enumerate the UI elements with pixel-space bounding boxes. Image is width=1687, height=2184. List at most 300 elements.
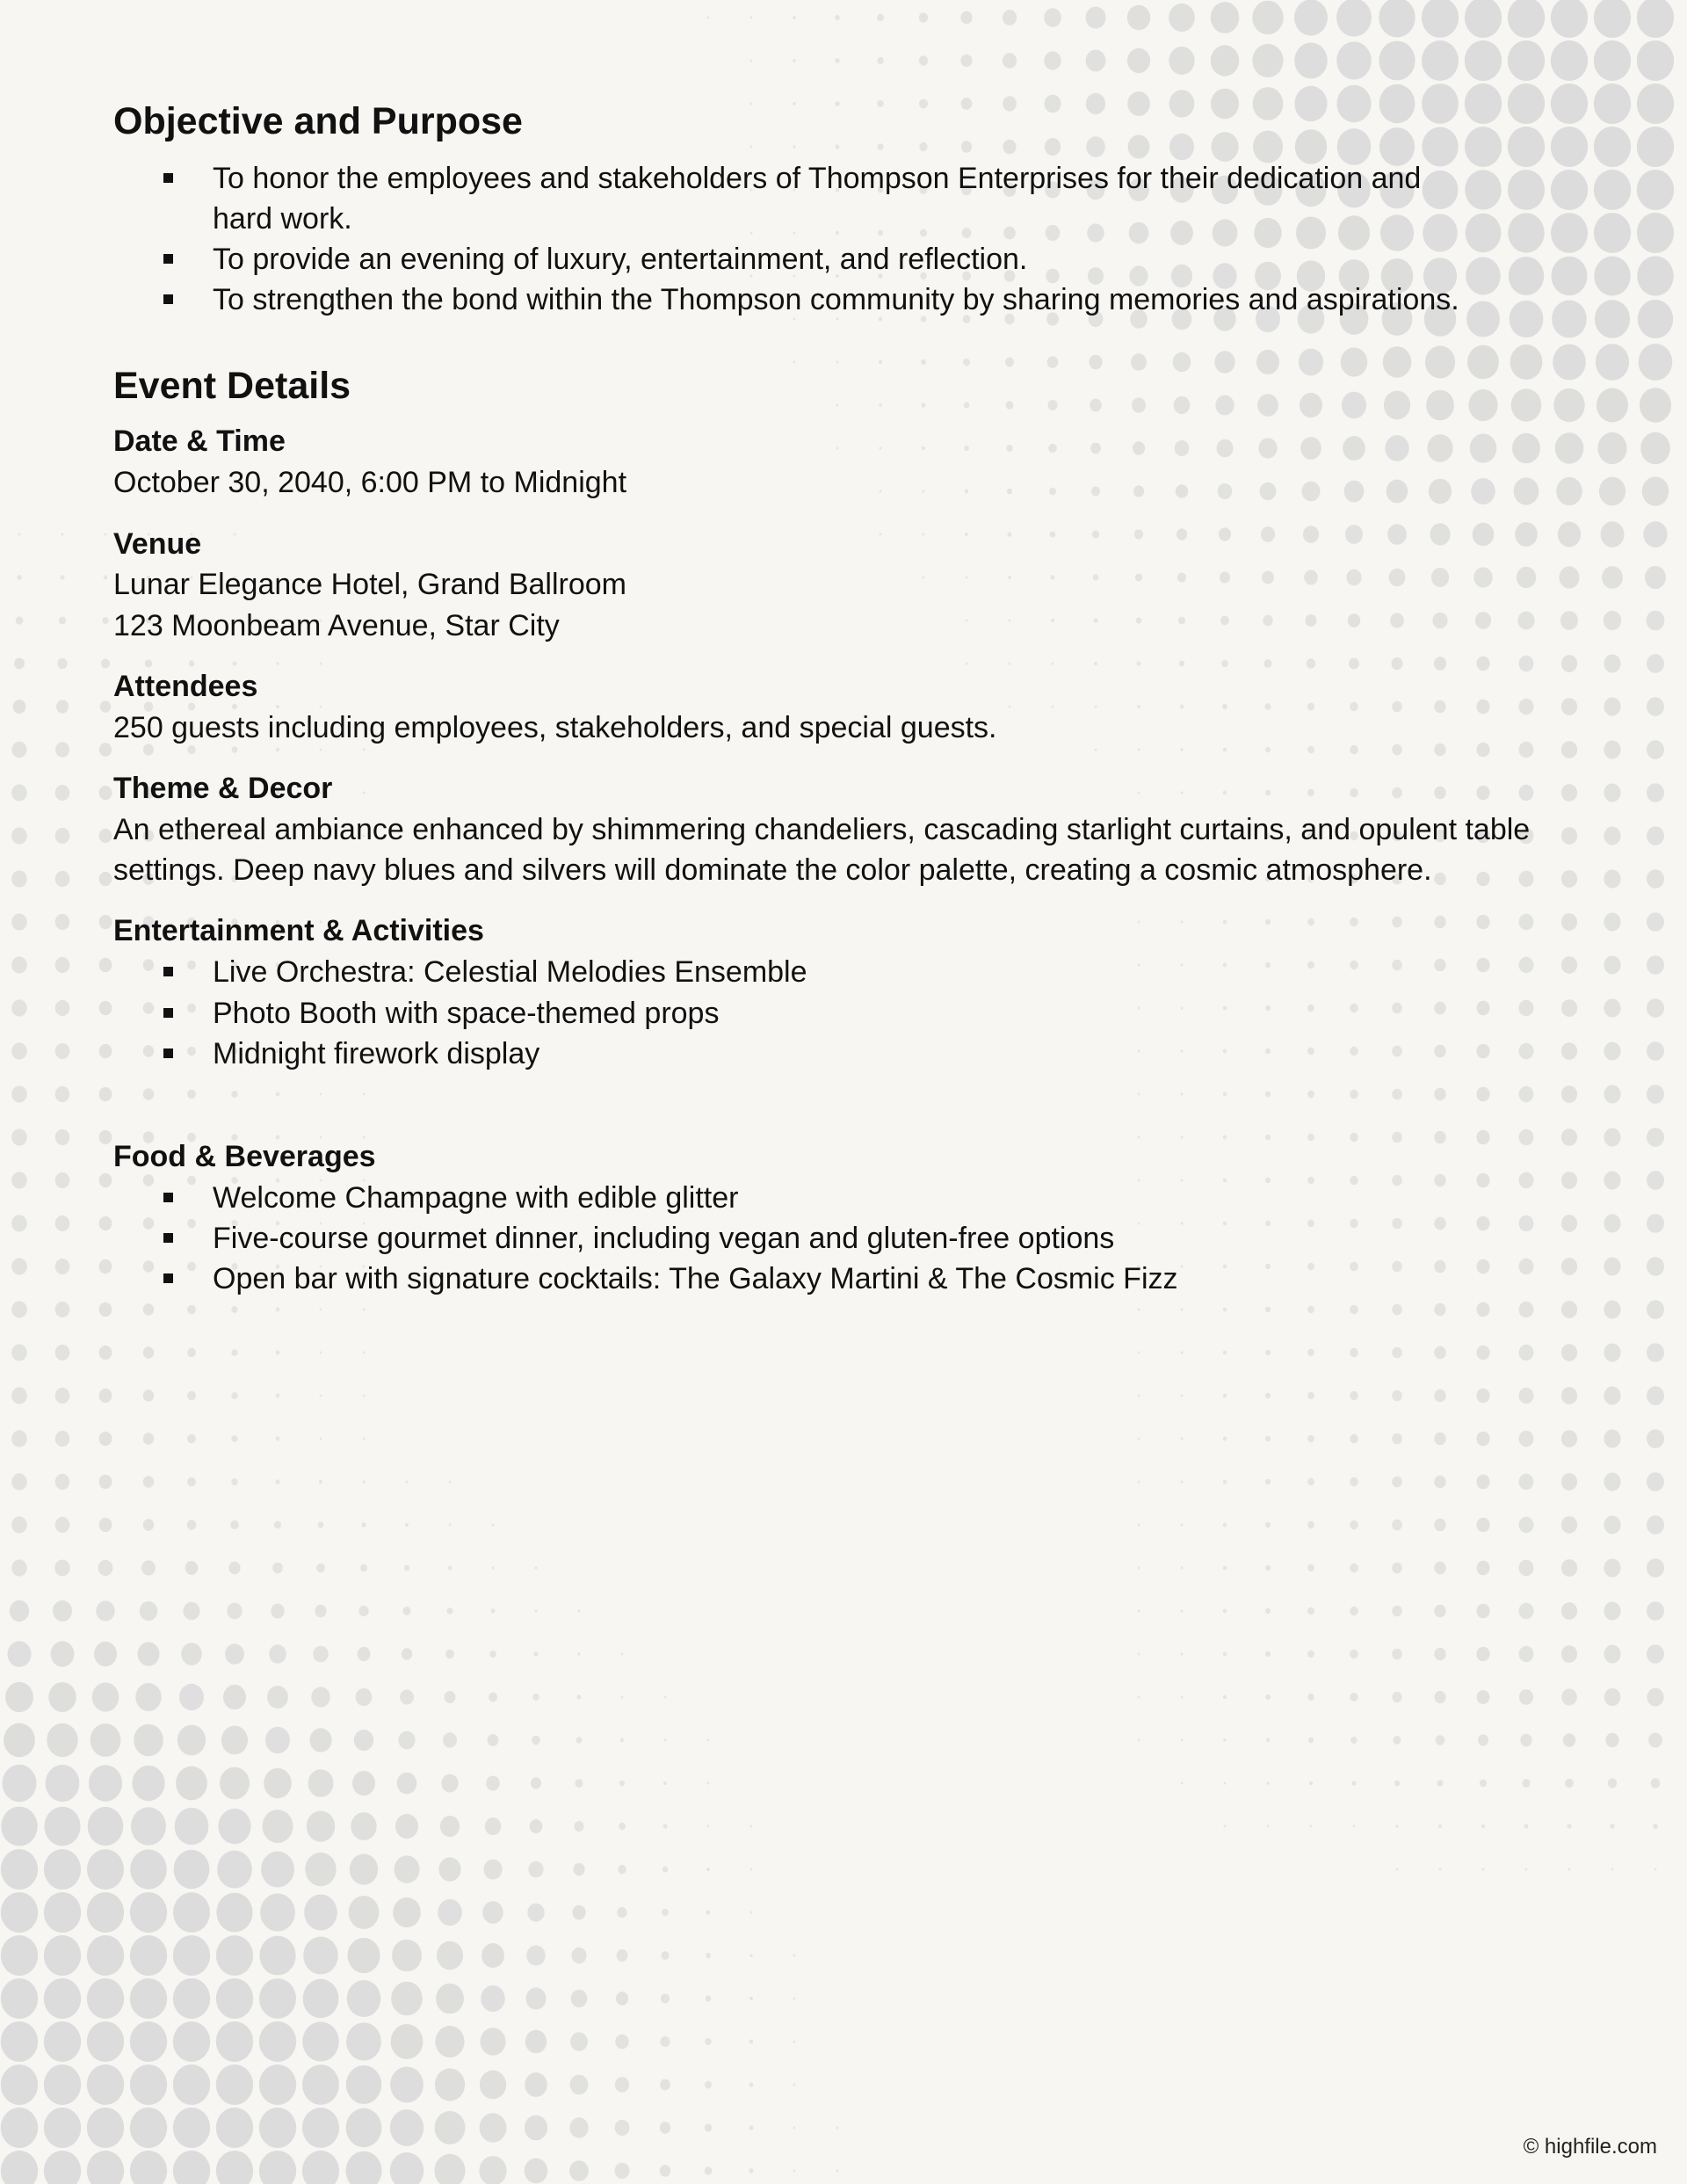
- halftone-dot: [4, 1723, 35, 1758]
- halftone-dot: [1351, 1781, 1356, 1786]
- halftone-dot: [621, 1653, 624, 1656]
- venue-block: [113, 525, 1537, 646]
- theme-block: [113, 769, 1537, 890]
- date-time-block: [113, 422, 1537, 503]
- halftone-dot: [271, 1604, 284, 1619]
- halftone-dot: [1556, 477, 1582, 505]
- halftone-dot: [1309, 1781, 1313, 1785]
- halftone-dot: [1604, 1430, 1620, 1448]
- halftone-dot: [302, 2064, 339, 2105]
- halftone-dot: [1602, 566, 1623, 589]
- halftone-dot: [1434, 1303, 1445, 1317]
- halftone-dot: [1223, 1738, 1226, 1742]
- halftone-dot: [259, 1978, 296, 2019]
- halftone-dot: [1561, 1688, 1577, 1705]
- halftone-dot: [749, 2082, 754, 2086]
- halftone-dot: [91, 1723, 121, 1757]
- halftone-dot: [705, 2081, 712, 2089]
- halftone-dot: [1561, 784, 1577, 802]
- halftone-dot: [1003, 10, 1017, 25]
- halftone-dot: [11, 870, 27, 887]
- halftone-dot: [1596, 388, 1628, 423]
- halftone-dot: [92, 1682, 119, 1711]
- halftone-dot: [55, 914, 70, 930]
- halftone-dot: [793, 16, 796, 19]
- halftone-dot: [1552, 301, 1587, 338]
- halftone-dot: [55, 828, 70, 844]
- halftone-dot: [1181, 1609, 1184, 1612]
- halftone-dot: [309, 1728, 331, 1752]
- halftone-dot: [1138, 1739, 1140, 1742]
- halftone-dot: [1, 1978, 38, 2019]
- halftone-dot: [1392, 1347, 1402, 1359]
- halftone-dot: [302, 2151, 339, 2184]
- halftone-dot: [1561, 827, 1577, 845]
- halftone-dot: [1561, 999, 1577, 1017]
- halftone-dot: [706, 1910, 711, 1914]
- halftone-dot: [1647, 1386, 1664, 1405]
- halftone-dot: [403, 1607, 411, 1615]
- halftone-dot: [1307, 1694, 1314, 1701]
- halftone-dot: [434, 2154, 465, 2184]
- halftone-dot: [44, 2064, 81, 2105]
- halftone-dot: [1604, 1042, 1620, 1061]
- halftone-dot: [1394, 1736, 1401, 1745]
- halftone-dot: [105, 533, 107, 536]
- halftone-dot: [1294, 43, 1328, 79]
- halftone-dot: [749, 1997, 753, 2000]
- halftone-dot: [1434, 1433, 1445, 1446]
- halftone-dot: [1558, 522, 1581, 548]
- halftone-dot: [56, 700, 69, 713]
- halftone-dot: [1601, 521, 1625, 547]
- halftone-dot: [1138, 1309, 1140, 1311]
- halftone-dot: [346, 2065, 381, 2104]
- halftone-dot: [363, 1438, 366, 1440]
- halftone-dot: [877, 14, 884, 21]
- halftone-dot: [130, 1935, 167, 1976]
- halftone-dot: [1604, 1172, 1620, 1190]
- halftone-dot: [1307, 1651, 1314, 1658]
- halftone-dot: [707, 1739, 710, 1742]
- halftone-dot: [1551, 170, 1588, 210]
- halftone-dot: [176, 1767, 207, 1801]
- event-details-heading: Event Details: [113, 364, 351, 407]
- halftone-dot: [1519, 1345, 1534, 1360]
- halftone-dot: [1, 1807, 37, 1847]
- halftone-dot: [1169, 4, 1195, 32]
- halftone-dot: [615, 2035, 628, 2050]
- halftone-dot: [1, 1935, 38, 1976]
- halftone-dot: [707, 1825, 710, 1828]
- halftone-dot: [577, 1694, 582, 1699]
- halftone-dot: [1561, 1344, 1577, 1361]
- halftone-dot: [173, 2021, 210, 2062]
- halftone-dot: [99, 1346, 112, 1360]
- halftone-dot: [1648, 1733, 1662, 1748]
- halftone-dot: [482, 1901, 503, 1924]
- entertainment-list: [113, 952, 1537, 1074]
- halftone-dot: [919, 12, 928, 22]
- halftone-dot: [525, 2115, 547, 2141]
- halftone-dot: [1223, 1566, 1227, 1571]
- halftone-dot: [1476, 1647, 1489, 1662]
- halftone-dot: [99, 1432, 112, 1446]
- halftone-dot: [130, 2064, 167, 2105]
- halftone-dot: [1610, 1824, 1614, 1829]
- halftone-dot: [793, 1998, 796, 2000]
- entertainment-label: Entertainment & Activities: [113, 914, 484, 948]
- halftone-dot: [1, 1849, 38, 1890]
- halftone-dot: [402, 1648, 412, 1659]
- halftone-dot: [1647, 1644, 1664, 1664]
- halftone-dot: [535, 1567, 538, 1570]
- halftone-dot: [231, 1306, 237, 1313]
- halftone-dot: [1181, 1437, 1184, 1440]
- halftone-dot: [347, 1980, 381, 2017]
- halftone-dot: [1519, 1603, 1534, 1619]
- halftone-dot: [1551, 83, 1588, 124]
- halftone-dot: [1561, 1645, 1577, 1663]
- halftone-dot: [87, 2151, 124, 2184]
- halftone-dot: [173, 1935, 210, 1976]
- halftone-dot: [1127, 48, 1150, 73]
- halftone-dot: [272, 1563, 283, 1574]
- halftone-dot: [1394, 1781, 1400, 1787]
- halftone-dot: [99, 743, 112, 756]
- halftone-dot: [1519, 1560, 1534, 1576]
- halftone-dot: [1350, 1520, 1358, 1529]
- halftone-dot: [361, 1522, 366, 1527]
- halftone-dot: [228, 1562, 240, 1574]
- halftone-dot: [62, 533, 64, 536]
- halftone-dot: [1181, 1696, 1184, 1699]
- halftone-dot: [87, 2064, 124, 2105]
- halftone-dot: [1265, 1350, 1271, 1355]
- halftone-dot: [140, 1601, 157, 1621]
- halftone-dot: [1476, 1346, 1489, 1360]
- halftone-dot: [1647, 912, 1664, 932]
- halftone-dot: [55, 1388, 70, 1404]
- halftone-dot: [276, 1351, 280, 1355]
- food-block: [113, 1137, 1537, 1300]
- halftone-dot: [1561, 1215, 1577, 1232]
- halftone-dot: [143, 1519, 154, 1531]
- halftone-dot: [1181, 1351, 1184, 1353]
- halftone-dot: [1640, 388, 1671, 422]
- halftone-dot: [1604, 1085, 1620, 1104]
- date-time-label: Date & Time: [113, 424, 286, 459]
- halftone-dot: [1392, 1390, 1402, 1402]
- halftone-dot: [96, 1600, 114, 1621]
- halftone-dot: [481, 1985, 505, 2012]
- halftone-dot: [175, 1808, 209, 1845]
- halftone-dot: [1647, 1171, 1664, 1190]
- halftone-dot: [55, 1129, 70, 1145]
- halftone-dot: [302, 2021, 339, 2061]
- halftone-dot: [1654, 1868, 1657, 1871]
- food-label: Food & Beverages: [113, 1140, 376, 1173]
- halftone-dot: [1637, 256, 1674, 295]
- halftone-dot: [1647, 740, 1664, 759]
- halftone-dot: [216, 1978, 253, 2019]
- halftone-dot: [55, 785, 70, 801]
- halftone-dot: [1224, 1825, 1227, 1828]
- halftone-dot: [1553, 388, 1584, 422]
- halftone-dot: [99, 829, 112, 843]
- halftone-dot: [11, 1085, 27, 1102]
- halftone-dot: [11, 1430, 27, 1447]
- halftone-dot: [320, 1309, 322, 1311]
- halftone-dot: [320, 1438, 322, 1440]
- halftone-dot: [481, 2028, 506, 2056]
- halftone-dot: [1561, 741, 1577, 758]
- halftone-dot: [1604, 1645, 1620, 1664]
- halftone-dot: [1396, 1868, 1399, 1871]
- halftone-dot: [1223, 1695, 1227, 1700]
- halftone-dot: [532, 1736, 540, 1745]
- halftone-dot: [1561, 1473, 1577, 1491]
- halftone-dot: [276, 1308, 280, 1312]
- halftone-dot: [1392, 1477, 1402, 1488]
- halftone-dot: [259, 2108, 296, 2148]
- halftone-dot: [572, 1905, 585, 1920]
- halftone-dot: [570, 2075, 589, 2095]
- halftone-dot: [1044, 51, 1061, 69]
- halftone-dot: [1476, 1432, 1489, 1447]
- halftone-dot: [749, 1954, 752, 1957]
- halftone-dot: [575, 1821, 584, 1832]
- venue-line-1: Lunar Elegance Hotel, Grand Ballroom: [113, 568, 626, 602]
- halftone-dot: [216, 2021, 253, 2062]
- halftone-dot: [1561, 1602, 1577, 1620]
- halftone-dot: [173, 2064, 210, 2105]
- halftone-dot: [531, 1777, 541, 1789]
- halftone-dot: [391, 2024, 424, 2059]
- halftone-dot: [1434, 1346, 1445, 1360]
- halftone-dot: [664, 1696, 667, 1699]
- halftone-dot: [216, 2151, 253, 2184]
- halftone-dot: [793, 59, 795, 62]
- halftone-dot: [960, 11, 972, 24]
- halftone-dot: [1434, 1605, 1445, 1618]
- halftone-dot: [573, 1863, 584, 1876]
- halftone-dot: [1551, 40, 1588, 81]
- halftone-dot: [1551, 127, 1588, 167]
- halftone-dot: [274, 1521, 281, 1529]
- halftone-dot: [48, 1682, 76, 1712]
- halftone-dot: [1561, 655, 1577, 672]
- halftone-dot: [707, 17, 710, 19]
- halftone-dot: [173, 2108, 210, 2148]
- halftone-dot: [94, 1642, 117, 1666]
- halftone-dot: [1307, 1478, 1314, 1485]
- halftone-dot: [1637, 0, 1674, 38]
- halftone-dot: [1307, 1349, 1314, 1356]
- halftone-dot: [54, 1560, 69, 1577]
- halftone-dot: [1138, 1481, 1140, 1484]
- halftone-dot: [1594, 213, 1631, 253]
- halftone-dot: [1599, 477, 1625, 506]
- halftone-dot: [10, 1600, 29, 1622]
- halftone-dot: [1307, 1607, 1314, 1614]
- halftone-dot: [1604, 1688, 1621, 1706]
- halftone-dot: [1138, 1567, 1140, 1570]
- halftone-dot: [1310, 1825, 1313, 1828]
- halftone-dot: [750, 60, 753, 62]
- halftone-dot: [7, 1641, 31, 1667]
- halftone-dot: [87, 2021, 124, 2062]
- halftone-dot: [398, 1731, 415, 1750]
- halftone-dot: [104, 576, 107, 580]
- copyright-footer: © highfile.com: [1523, 2135, 1657, 2159]
- halftone-dot: [1604, 1344, 1620, 1362]
- halftone-dot: [1647, 1085, 1664, 1104]
- halftone-dot: [1647, 1601, 1664, 1621]
- halftone-dot: [1647, 1429, 1664, 1448]
- halftone-dot: [99, 1518, 112, 1532]
- halftone-dot: [187, 1391, 196, 1401]
- halftone-dot: [1595, 300, 1630, 338]
- halftone-dot: [1551, 0, 1588, 38]
- halftone-dot: [1350, 1564, 1358, 1572]
- halftone-dot: [1647, 869, 1664, 889]
- halftone-dot: [1551, 213, 1588, 253]
- halftone-dot: [435, 2026, 464, 2057]
- halftone-dot: [99, 1216, 112, 1230]
- halftone-dot: [1265, 1479, 1271, 1484]
- halftone-dot: [87, 1892, 124, 1933]
- halftone-dot: [11, 1344, 27, 1360]
- halftone-dot: [435, 2111, 466, 2144]
- halftone-dot: [660, 2036, 670, 2047]
- halftone-dot: [1138, 1524, 1140, 1527]
- halftone-dot: [1519, 1689, 1533, 1705]
- halftone-dot: [177, 1725, 206, 1756]
- halftone-dot: [1265, 1565, 1271, 1571]
- halftone-dot: [1594, 83, 1631, 124]
- halftone-dot: [1647, 697, 1664, 716]
- halftone-dot: [615, 2163, 630, 2179]
- halftone-dot: [569, 2160, 589, 2181]
- halftone-dot: [11, 1387, 27, 1404]
- halftone-dot: [44, 1978, 81, 2019]
- halftone-dot: [620, 1738, 624, 1743]
- halftone-dot: [577, 1652, 580, 1656]
- halftone-dot: [438, 1899, 462, 1926]
- halftone-dot: [1508, 0, 1545, 38]
- halftone-dot: [1608, 1778, 1617, 1788]
- halftone-dot: [443, 1732, 457, 1747]
- halftone-dot: [1211, 2, 1240, 33]
- halftone-dot: [491, 1608, 496, 1613]
- halftone-dot: [57, 658, 67, 669]
- halftone-dot: [1561, 1172, 1577, 1189]
- halftone-dot: [360, 1564, 367, 1572]
- halftone-dot: [750, 1825, 753, 1828]
- halftone-dot: [528, 1861, 543, 1878]
- halftone-dot: [173, 1978, 210, 2019]
- halftone-dot: [1350, 1650, 1358, 1658]
- halftone-dot: [1353, 1825, 1356, 1828]
- halftone-dot: [707, 1782, 710, 1785]
- halftone-dot: [492, 1524, 495, 1527]
- halftone-dot: [1003, 53, 1017, 69]
- halftone-dot: [11, 827, 27, 844]
- halftone-dot: [486, 1776, 500, 1791]
- halftone-dot: [1559, 566, 1579, 588]
- halftone-dot: [447, 1607, 453, 1614]
- halftone-dot: [1434, 1389, 1445, 1403]
- halftone-dot: [405, 1523, 409, 1527]
- halftone-dot: [664, 1739, 667, 1742]
- halftone-dot: [919, 55, 928, 65]
- halftone-dot: [1604, 698, 1620, 716]
- halftone-dot: [749, 2040, 753, 2044]
- food-list: [113, 1178, 1537, 1300]
- halftone-dot: [492, 1566, 495, 1569]
- halftone-dot: [1604, 1215, 1620, 1233]
- halftone-dot: [303, 1979, 339, 2018]
- halftone-dot: [1605, 1733, 1618, 1747]
- halftone-dot: [663, 1781, 667, 1785]
- halftone-dot: [1594, 0, 1631, 38]
- halftone-dot: [1604, 1258, 1620, 1276]
- halftone-dot: [1434, 1476, 1445, 1489]
- halftone-dot: [1223, 1523, 1227, 1527]
- venue-label: Venue: [113, 526, 202, 561]
- theme-label: Theme & Decor: [113, 772, 333, 806]
- halftone-dot: [1211, 45, 1239, 76]
- halftone-dot: [1604, 999, 1620, 1018]
- halftone-dot: [263, 1810, 293, 1843]
- halftone-dot: [1638, 300, 1673, 338]
- halftone-dot: [1604, 655, 1620, 673]
- halftone-dot: [1266, 1781, 1269, 1784]
- halftone-dot: [1643, 521, 1667, 548]
- halftone-dot: [404, 1565, 409, 1571]
- halftone-dot: [1307, 1521, 1314, 1528]
- halftone-dot: [836, 2170, 839, 2173]
- halftone-dot: [1265, 1436, 1271, 1441]
- halftone-dot: [1223, 1308, 1227, 1312]
- halftone-dot: [320, 1395, 322, 1397]
- halftone-dot: [1604, 611, 1621, 630]
- halftone-dot: [445, 1650, 454, 1659]
- halftone-dot: [1392, 1304, 1402, 1316]
- halftone-dot: [102, 617, 108, 624]
- list-item: Live Orchestra: Celestial Melodies Ensemble: [213, 952, 1537, 992]
- halftone-dot: [44, 2021, 81, 2062]
- halftone-dot: [261, 1852, 294, 1888]
- halftone-dot: [55, 1043, 70, 1059]
- halftone-dot: [320, 1352, 322, 1354]
- halftone-dot: [1252, 1, 1283, 35]
- halftone-dot: [276, 1479, 280, 1484]
- halftone-dot: [617, 1949, 628, 1962]
- halftone-dot: [346, 2108, 382, 2147]
- halftone-dot: [571, 1990, 588, 2007]
- halftone-dot: [99, 1173, 112, 1187]
- halftone-dot: [99, 872, 112, 886]
- halftone-dot: [1478, 1735, 1488, 1746]
- halftone-dot: [1265, 1393, 1271, 1398]
- halftone-dot: [1611, 1868, 1614, 1871]
- halftone-dot: [1392, 1692, 1401, 1702]
- halftone-dot: [11, 956, 27, 973]
- halftone-dot: [1, 2064, 38, 2105]
- halftone-dot: [1647, 1688, 1663, 1707]
